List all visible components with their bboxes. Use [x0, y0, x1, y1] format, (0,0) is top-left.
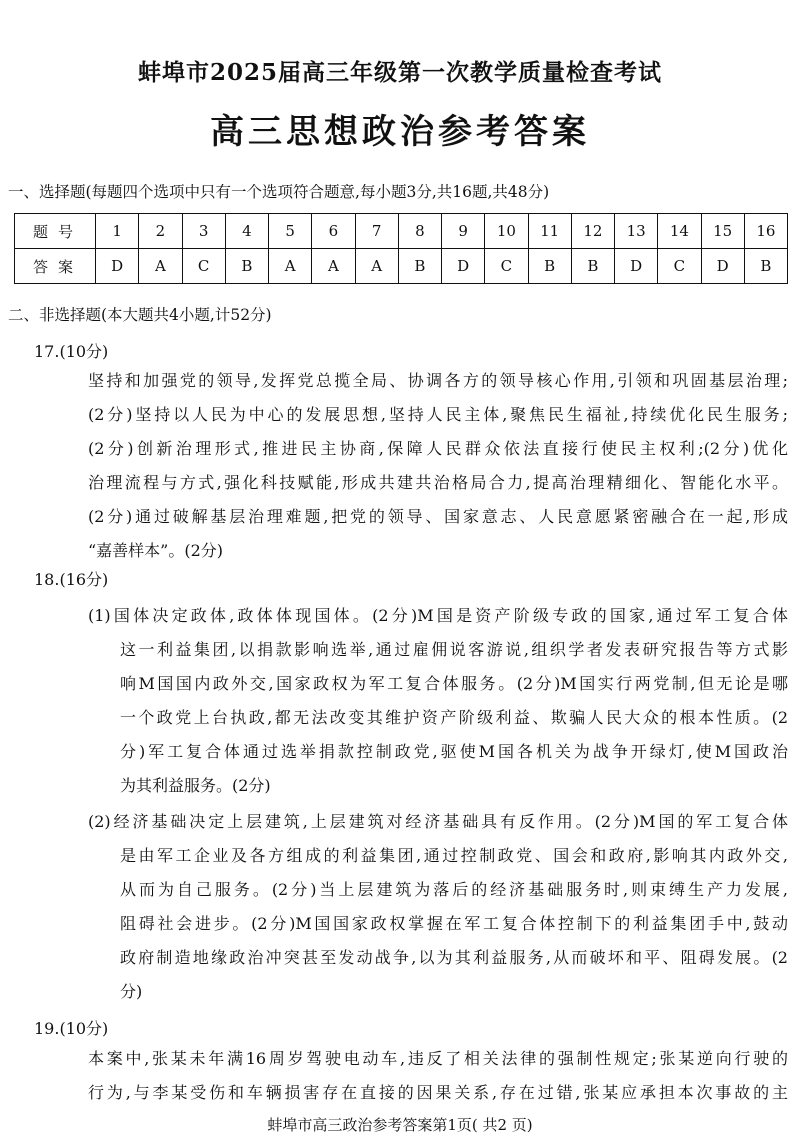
- page-footer: 蚌埠市高三政治参考答案第1页( 共2 页): [267, 1116, 533, 1134]
- q19-answer: [88, 1042, 788, 1110]
- answer-cell: D: [615, 249, 658, 284]
- answer-line: 分): [120, 982, 143, 1001]
- answer-line: 政府制造地缘政治冲突甚至发动战争,以为其利益服务,从而破坏和平、阻碍发展。(2: [120, 948, 788, 967]
- question-number: 5: [269, 214, 312, 249]
- answer-cell: A: [312, 249, 355, 284]
- q17-answer: [88, 364, 788, 568]
- question-number: 3: [182, 214, 225, 249]
- answer-line: (2分)坚持以人民为中心的发展思想,坚持人民主体,聚焦民生福祉,持续优化民生服务;: [88, 405, 788, 424]
- answer-cell: B: [528, 249, 571, 284]
- answer-line: 行为,与李某受伤和车辆损害存在直接的因果关系,存在过错,张某应承担本次事故的主: [88, 1083, 788, 1102]
- question-number: 14: [658, 214, 701, 249]
- q18-part1: [88, 599, 788, 803]
- answer-cell: B: [744, 249, 787, 284]
- answer-cell: D: [442, 249, 485, 284]
- question-number: 2: [139, 214, 182, 249]
- answer-cell: B: [571, 249, 614, 284]
- answer-line: (2)经济基础决定上层建筑,上层建筑对经济基础具有反作用。(2分)M国的军工复合体: [88, 812, 788, 831]
- answer-line: (2分)通过破解基层治理难题,把党的领导、国家意志、人民意愿紧密融合在一起,形成: [88, 507, 788, 526]
- answer-line: 阻碍社会进步。(2分)M国国家政权掌握在军工复合体控制下的利益集团手中,鼓动: [120, 914, 788, 933]
- question-number: 15: [701, 214, 744, 249]
- answer-cell: C: [658, 249, 701, 284]
- question-number: 11: [528, 214, 571, 249]
- answer-line: (2分)创新治理形式,推进民主协商,保障人民群众依法直接行使民主权利;(2分)优化: [88, 439, 788, 458]
- question-number: 13: [615, 214, 658, 249]
- answer-cell: B: [398, 249, 441, 284]
- answer-cell: A: [269, 249, 312, 284]
- answer-line: 从而为自己服务。(2分)当上层建筑为落后的经济基础服务时,则束缚生产力发展,: [120, 880, 788, 899]
- question-number: 16: [744, 214, 787, 249]
- section2-heading: 二、非选择题(本大题共4小题,计52分): [8, 306, 272, 324]
- answer-table: [14, 213, 788, 284]
- row-label-answer: 答案: [15, 249, 96, 284]
- q19-label: 19.(10分): [34, 1019, 109, 1038]
- q18-label: 18.(16分): [34, 570, 109, 589]
- answer-cell: A: [139, 249, 182, 284]
- answer-line: (1)国体决定政体,政体体现国体。(2分)M国是资产阶级专政的国家,通过军工复合体: [88, 606, 788, 625]
- q17-label: 17.(10分): [34, 342, 109, 361]
- question-number: 12: [571, 214, 614, 249]
- question-number: 8: [398, 214, 441, 249]
- answer-line: 这一利益集团,以捐款影响选举,通过雇佣说客游说,组织学者发表研究报告等方式影: [120, 640, 788, 659]
- answer-row: [15, 249, 788, 284]
- answer-line: 响M国国内政外交,国家政权为军工复合体服务。(2分)M国实行两党制,但无论是哪: [120, 674, 788, 693]
- row-label-number: 题号: [15, 214, 96, 249]
- answer-cell: C: [182, 249, 225, 284]
- answer-line: “嘉善样本”。(2分): [88, 541, 224, 560]
- answer-line: 一个政党上台执政,都无法改变其维护资产阶级利益、欺骗人民大众的根本性质。(2: [120, 708, 788, 727]
- answer-cell: B: [225, 249, 268, 284]
- answer-line: 是由军工企业及各方组成的利益集团,通过控制政党、国会和政府,影响其内政外交,: [120, 846, 788, 865]
- answer-line: 分)军工复合体通过选举捐款控制政党,驱使M国各机关为战争开绿灯,使M国政治: [120, 742, 788, 761]
- question-number: 6: [312, 214, 355, 249]
- document-title: 高三思想政治参考答案: [210, 112, 590, 152]
- q18-part2: [88, 805, 788, 1009]
- question-number: 1: [96, 214, 139, 249]
- answer-cell: D: [701, 249, 744, 284]
- answer-line: 坚持和加强党的领导,发挥党总揽全局、协调各方的领导核心作用,引领和巩固基层治理;: [88, 371, 788, 390]
- question-number: 10: [485, 214, 528, 249]
- question-number-row: [15, 214, 788, 249]
- question-number: 4: [225, 214, 268, 249]
- answer-cell: D: [96, 249, 139, 284]
- question-number: 7: [355, 214, 398, 249]
- section1-heading: 一、选择题(每题四个选项中只有一个选项符合题意,每小题3分,共16题,共48分): [8, 183, 550, 201]
- answer-line: 治理流程与方式,强化科技赋能,形成共建共治格局合力,提高治理精细化、智能化水平。: [88, 473, 788, 492]
- exam-title: 蚌埠市2025届高三年级第一次教学质量检查考试: [137, 59, 662, 86]
- answer-line: 为其利益服务。(2分): [120, 776, 271, 795]
- answer-cell: C: [485, 249, 528, 284]
- answer-cell: A: [355, 249, 398, 284]
- answer-line: 本案中,张某未年满16周岁驾驶电动车,违反了相关法律的强制性规定;张某逆向行驶的: [88, 1049, 788, 1068]
- question-number: 9: [442, 214, 485, 249]
